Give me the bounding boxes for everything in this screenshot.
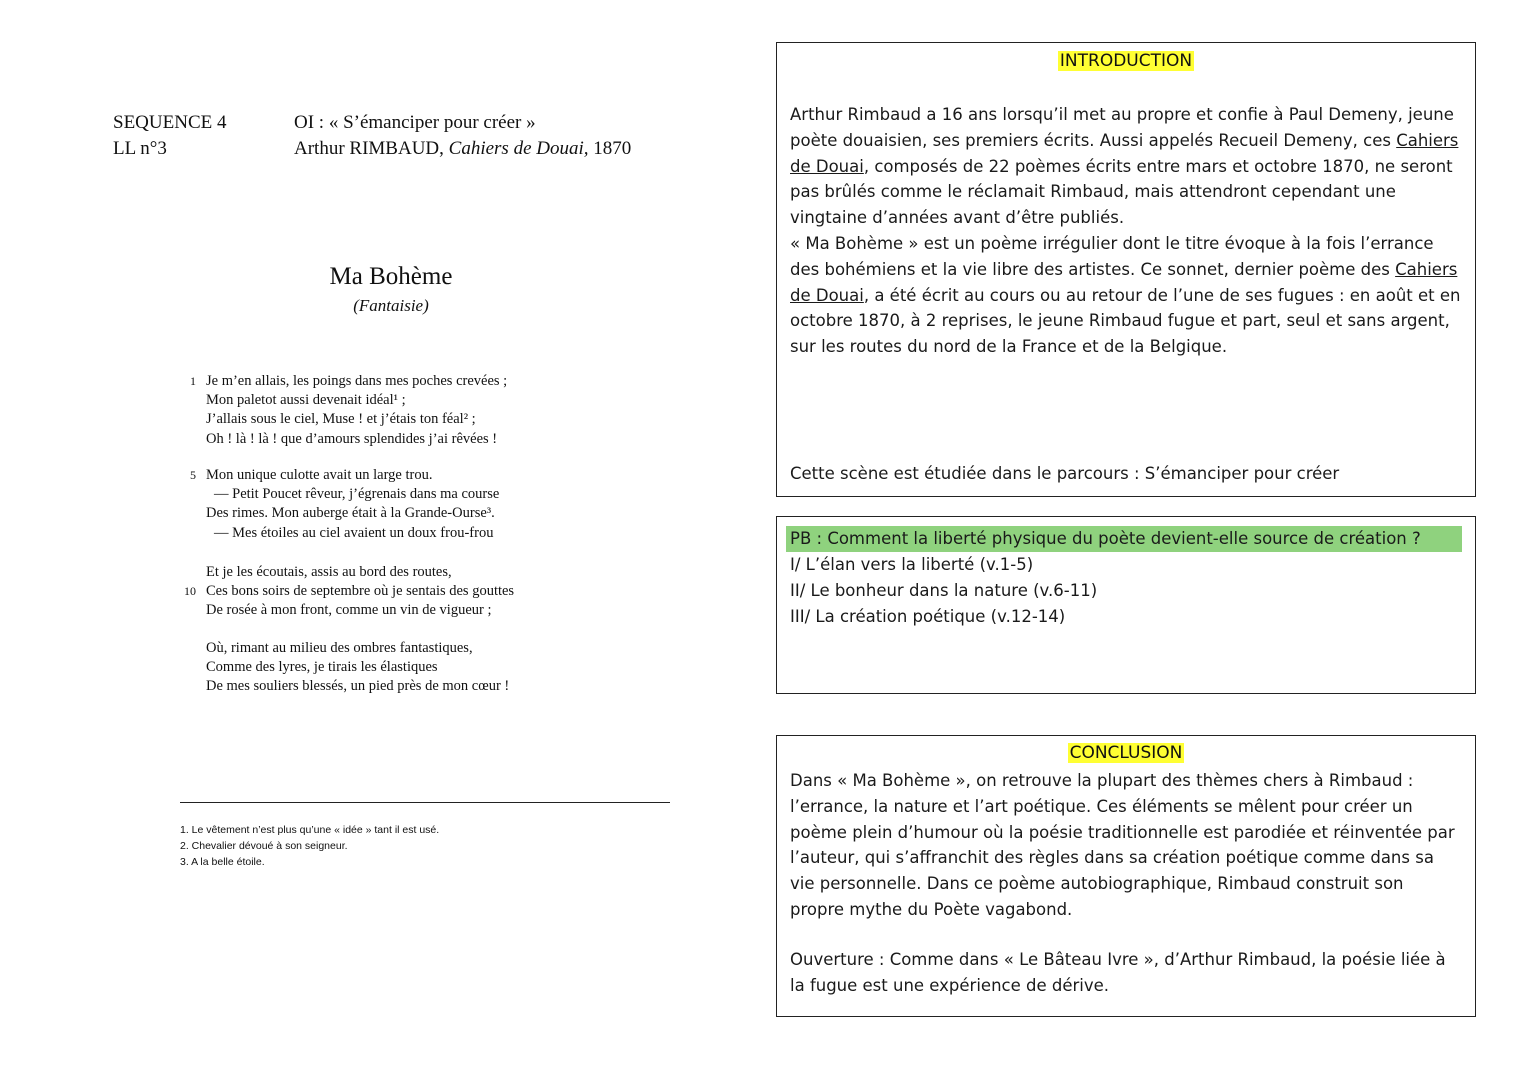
work-year: 1870 bbox=[588, 138, 632, 159]
intro-p1-text-b: , composés de 22 poèmes écrits entre mars et octobre 1870, ne seront pas brûlés comme le réclamait Rimbaud, mais attendront cependant une vingtaine d’années avant d’être publiés. bbox=[790, 156, 1453, 228]
conclusion-text: Dans « Ma Bohème », on retrouve la plupart des thèmes chers à Rimbaud : l’errance, la nature et l’art poétique. Ces éléments se mêlent pour créer un poème plein d’humour où la poésie traditionnelle est parodiée et réinventée par l’auteur, qui s’affranchit des règles dans sa création poétique comme dans sa vie personnelle. Dans ce poème autobiographique, Rimbaud construit son propre mythe du Poète vagabond. bbox=[790, 771, 1455, 919]
verse-line bbox=[178, 410, 618, 429]
verse-line bbox=[178, 430, 618, 449]
verse-text: — Mes étoiles au ciel avaient un doux frou-frou bbox=[214, 524, 494, 541]
conclusion-box bbox=[776, 735, 1476, 1017]
verse-text: J’allais sous le ciel, Muse ! et j’étais ton féal² ; bbox=[206, 411, 476, 428]
verse-line bbox=[178, 372, 618, 391]
verse-text: Des rimes. Mon auberge était à la Grande-Ourse³. bbox=[206, 505, 495, 522]
stanza-3 bbox=[178, 563, 618, 621]
intro-p2-text-b: , a été écrit au cours ou au retour de l’une de ses fugues : en août et en octobre 1870, à 2 reprises, le jeune Rimbaud fugue et part, seul et sans argent, sur les routes du nord de la France et de la Belgique. bbox=[790, 285, 1461, 357]
verse-line bbox=[178, 582, 618, 601]
verse-text: Mon paletot aussi devenait idéal¹ ; bbox=[206, 392, 406, 409]
footnote-2: 2. Chevalier dévoué à son seigneur. bbox=[180, 840, 348, 852]
author-line bbox=[294, 136, 631, 162]
work-title: Cahiers de Douai, bbox=[448, 138, 589, 159]
verse-text: De mes souliers blessés, un pied près de mon cœur ! bbox=[206, 678, 510, 695]
verse-line bbox=[178, 466, 618, 485]
verse-line bbox=[178, 563, 618, 582]
stanza-2 bbox=[178, 466, 618, 543]
footnote-1: 1. Le vêtement n’est plus qu’une « idée » tant il est usé. bbox=[180, 824, 440, 836]
intro-p2-text-a: « Ma Bohème » est un poème irrégulier dont le titre évoque à la fois l’errance des bohémiens et la vie libre des artistes. Ce sonnet, dernier poème des bbox=[790, 233, 1434, 279]
verse-line bbox=[178, 658, 618, 677]
introduction-heading: INTRODUCTION bbox=[1059, 51, 1193, 71]
problematique: PB : Comment la liberté physique du poète devient-elle source de création ? bbox=[786, 526, 1462, 552]
poem-subtitle: (Fantaisie) bbox=[353, 296, 429, 315]
verse-text: Et je les écoutais, assis au bord des routes, bbox=[206, 564, 452, 580]
footnote-divider bbox=[180, 802, 670, 803]
verse-number: 1 bbox=[190, 374, 196, 388]
verse-number: 5 bbox=[190, 468, 196, 482]
verse-line bbox=[178, 677, 618, 696]
author-prefix: Arthur bbox=[294, 138, 350, 159]
verse-line bbox=[178, 391, 618, 410]
plan-parts bbox=[790, 552, 1097, 629]
parcours-line: Cette scène est étudiée dans le parcours : S’émanciper pour créer bbox=[790, 464, 1340, 483]
footnote-3: 3. A la belle étoile. bbox=[180, 856, 265, 868]
verse-text: Où, rimant au milieu des ombres fantastiques, bbox=[206, 640, 473, 656]
verse-line bbox=[178, 524, 618, 543]
verse-text: De rosée à mon front, comme un vin de vigueur ; bbox=[206, 602, 492, 619]
conclusion-heading: CONCLUSION bbox=[1069, 743, 1183, 763]
author-sep: , bbox=[439, 138, 449, 159]
sequence-label: SEQUENCE 4 bbox=[113, 112, 227, 133]
plan-part-2: II/ Le bonheur dans la nature (v.6-11) bbox=[790, 580, 1098, 600]
stanza-1 bbox=[178, 372, 618, 449]
verse-text: Comme des lyres, je tirais les élastiques bbox=[206, 659, 438, 676]
author-name: RIMBAUD bbox=[349, 138, 440, 159]
verse-line bbox=[178, 485, 618, 504]
opening-text: Ouverture : Comme dans « Le Bâteau Ivre », d’Arthur Rimbaud, la poésie liée à la fugue est une expérience de dérive. bbox=[790, 950, 1446, 995]
verse-line bbox=[178, 639, 618, 658]
plan-part-3: III/ La création poétique (v.12-14) bbox=[790, 606, 1066, 626]
verse-line bbox=[178, 601, 618, 620]
introduction-box bbox=[776, 42, 1476, 497]
intro-p1-text-a: Arthur Rimbaud a 16 ans lorsqu’il met au propre et confie à Paul Demeny, jeune poète douaisien, ses premiers écrits. Aussi appelés Recueil Demeny, ces bbox=[790, 105, 1454, 150]
verse-line bbox=[178, 504, 618, 523]
verse-text: — Petit Poucet rêveur, j’égrenais dans ma course bbox=[214, 486, 500, 503]
verse-text: Je m’en allais, les poings dans mes poches crevées ; bbox=[206, 373, 508, 389]
introduction-heading-wrap bbox=[777, 51, 1475, 71]
stanza-4 bbox=[178, 639, 618, 697]
intro-paragraph-1 bbox=[790, 102, 1462, 231]
plan-part-1: I/ L’élan vers la liberté (v.1-5) bbox=[790, 555, 1034, 574]
introduction-text bbox=[790, 102, 1462, 360]
verse-number: 10 bbox=[184, 584, 196, 599]
intro-paragraph-2 bbox=[790, 231, 1462, 360]
intro-p2-work: Cahiers de Douai bbox=[790, 259, 1458, 305]
ll-label: LL n°3 bbox=[113, 138, 167, 159]
poem-title: Ma Bohème bbox=[329, 263, 453, 290]
conclusion-heading-wrap bbox=[777, 743, 1475, 763]
footnotes bbox=[180, 822, 439, 870]
verse-text: Mon unique culotte avait un large trou. bbox=[206, 467, 433, 483]
plan-box bbox=[776, 516, 1476, 694]
verse-text: Ces bons soirs de septembre où je sentais des gouttes bbox=[206, 583, 515, 600]
oi-label: OI : « S’émanciper pour créer » bbox=[294, 112, 536, 133]
intro-p1-work: Cahiers de Douai bbox=[790, 130, 1459, 176]
verse-text: Oh ! là ! là ! que d’amours splendides j’ai rêvées ! bbox=[206, 430, 498, 447]
